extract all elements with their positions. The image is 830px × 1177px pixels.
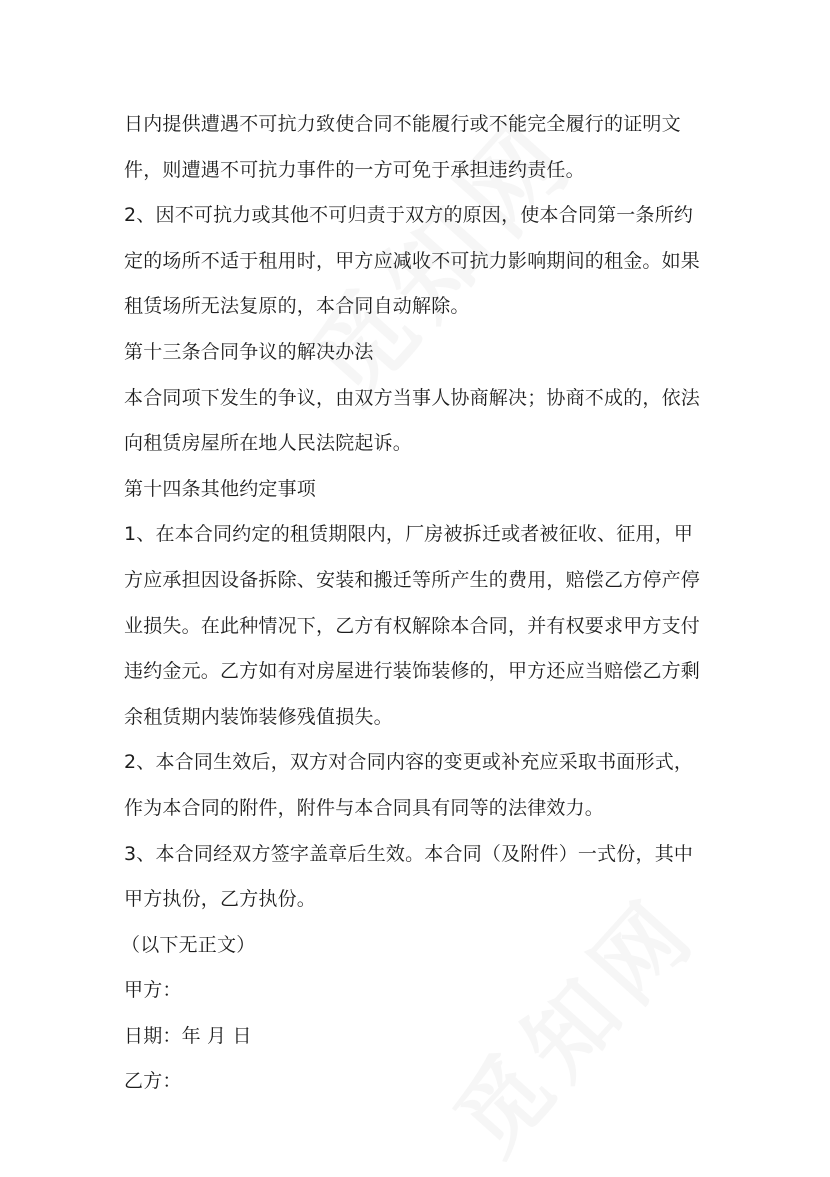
paragraph-line: 作为本合同的附件，附件与本合同具有同等的法律效力。 [124,796,605,819]
section-heading: 第十三条合同争议的解决办法 [124,340,374,363]
date-label: 日期：年 月 日 [124,1024,252,1047]
section-heading: 第十四条其他约定事项 [124,477,317,500]
paragraph-line: 本合同项下发生的争议，由双方当事人协商解决；协商不成的，依法 [124,386,701,409]
paragraph-line: 向租赁房屋所在地人民法院起诉。 [124,432,413,455]
paragraph-line: 业损失。在此种情况下，乙方有权解除本合同，并有权要求甲方支付 [124,614,701,637]
party-a-signature-label: 甲方： [124,979,182,1002]
paragraph-line: 违约金元。乙方如有对房屋进行装饰装修的，甲方还应当赔偿乙方剩 [124,660,701,683]
document-body [121,102,724,1105]
end-of-text-note: （以下无正文） [121,933,256,956]
paragraph-line: 定的场所不适于租用时，甲方应减收不可抗力影响期间的租金。如果 [124,249,701,272]
paragraph-line: 2、本合同生效后，双方对合同内容的变更或补充应采取书面形式， [124,751,694,774]
paragraph-line: 方应承担因设备拆除、安装和搬迁等所产生的费用，赔偿乙方停产停 [124,568,701,591]
paragraph-line: 租赁场所无法复原的，本合同自动解除。 [124,295,470,318]
paragraph-line: 1、在本合同约定的租赁期限内，厂房被拆迁或者被征收、征用，甲 [124,523,694,546]
paragraph-line: 件，则遭遇不可抗力事件的一方可免于承担违约责任。 [124,158,585,181]
paragraph-line: 甲方执份，乙方执份。 [124,888,317,911]
party-b-signature-label: 乙方： [124,1070,182,1093]
paragraph-line: 日内提供遭遇不可抗力致使合同不能履行或不能完全履行的证明文 [124,113,681,135]
paragraph-line: 2、因不可抗力或其他不可归责于双方的原因，使本合同第一条所约 [124,204,694,227]
paragraph-line: 余租赁期内装饰装修残值损失。 [124,705,393,728]
paragraph-line: 3、本合同经双方签字盖章后生效。本合同（及附件）一式份，其中 [124,842,694,865]
